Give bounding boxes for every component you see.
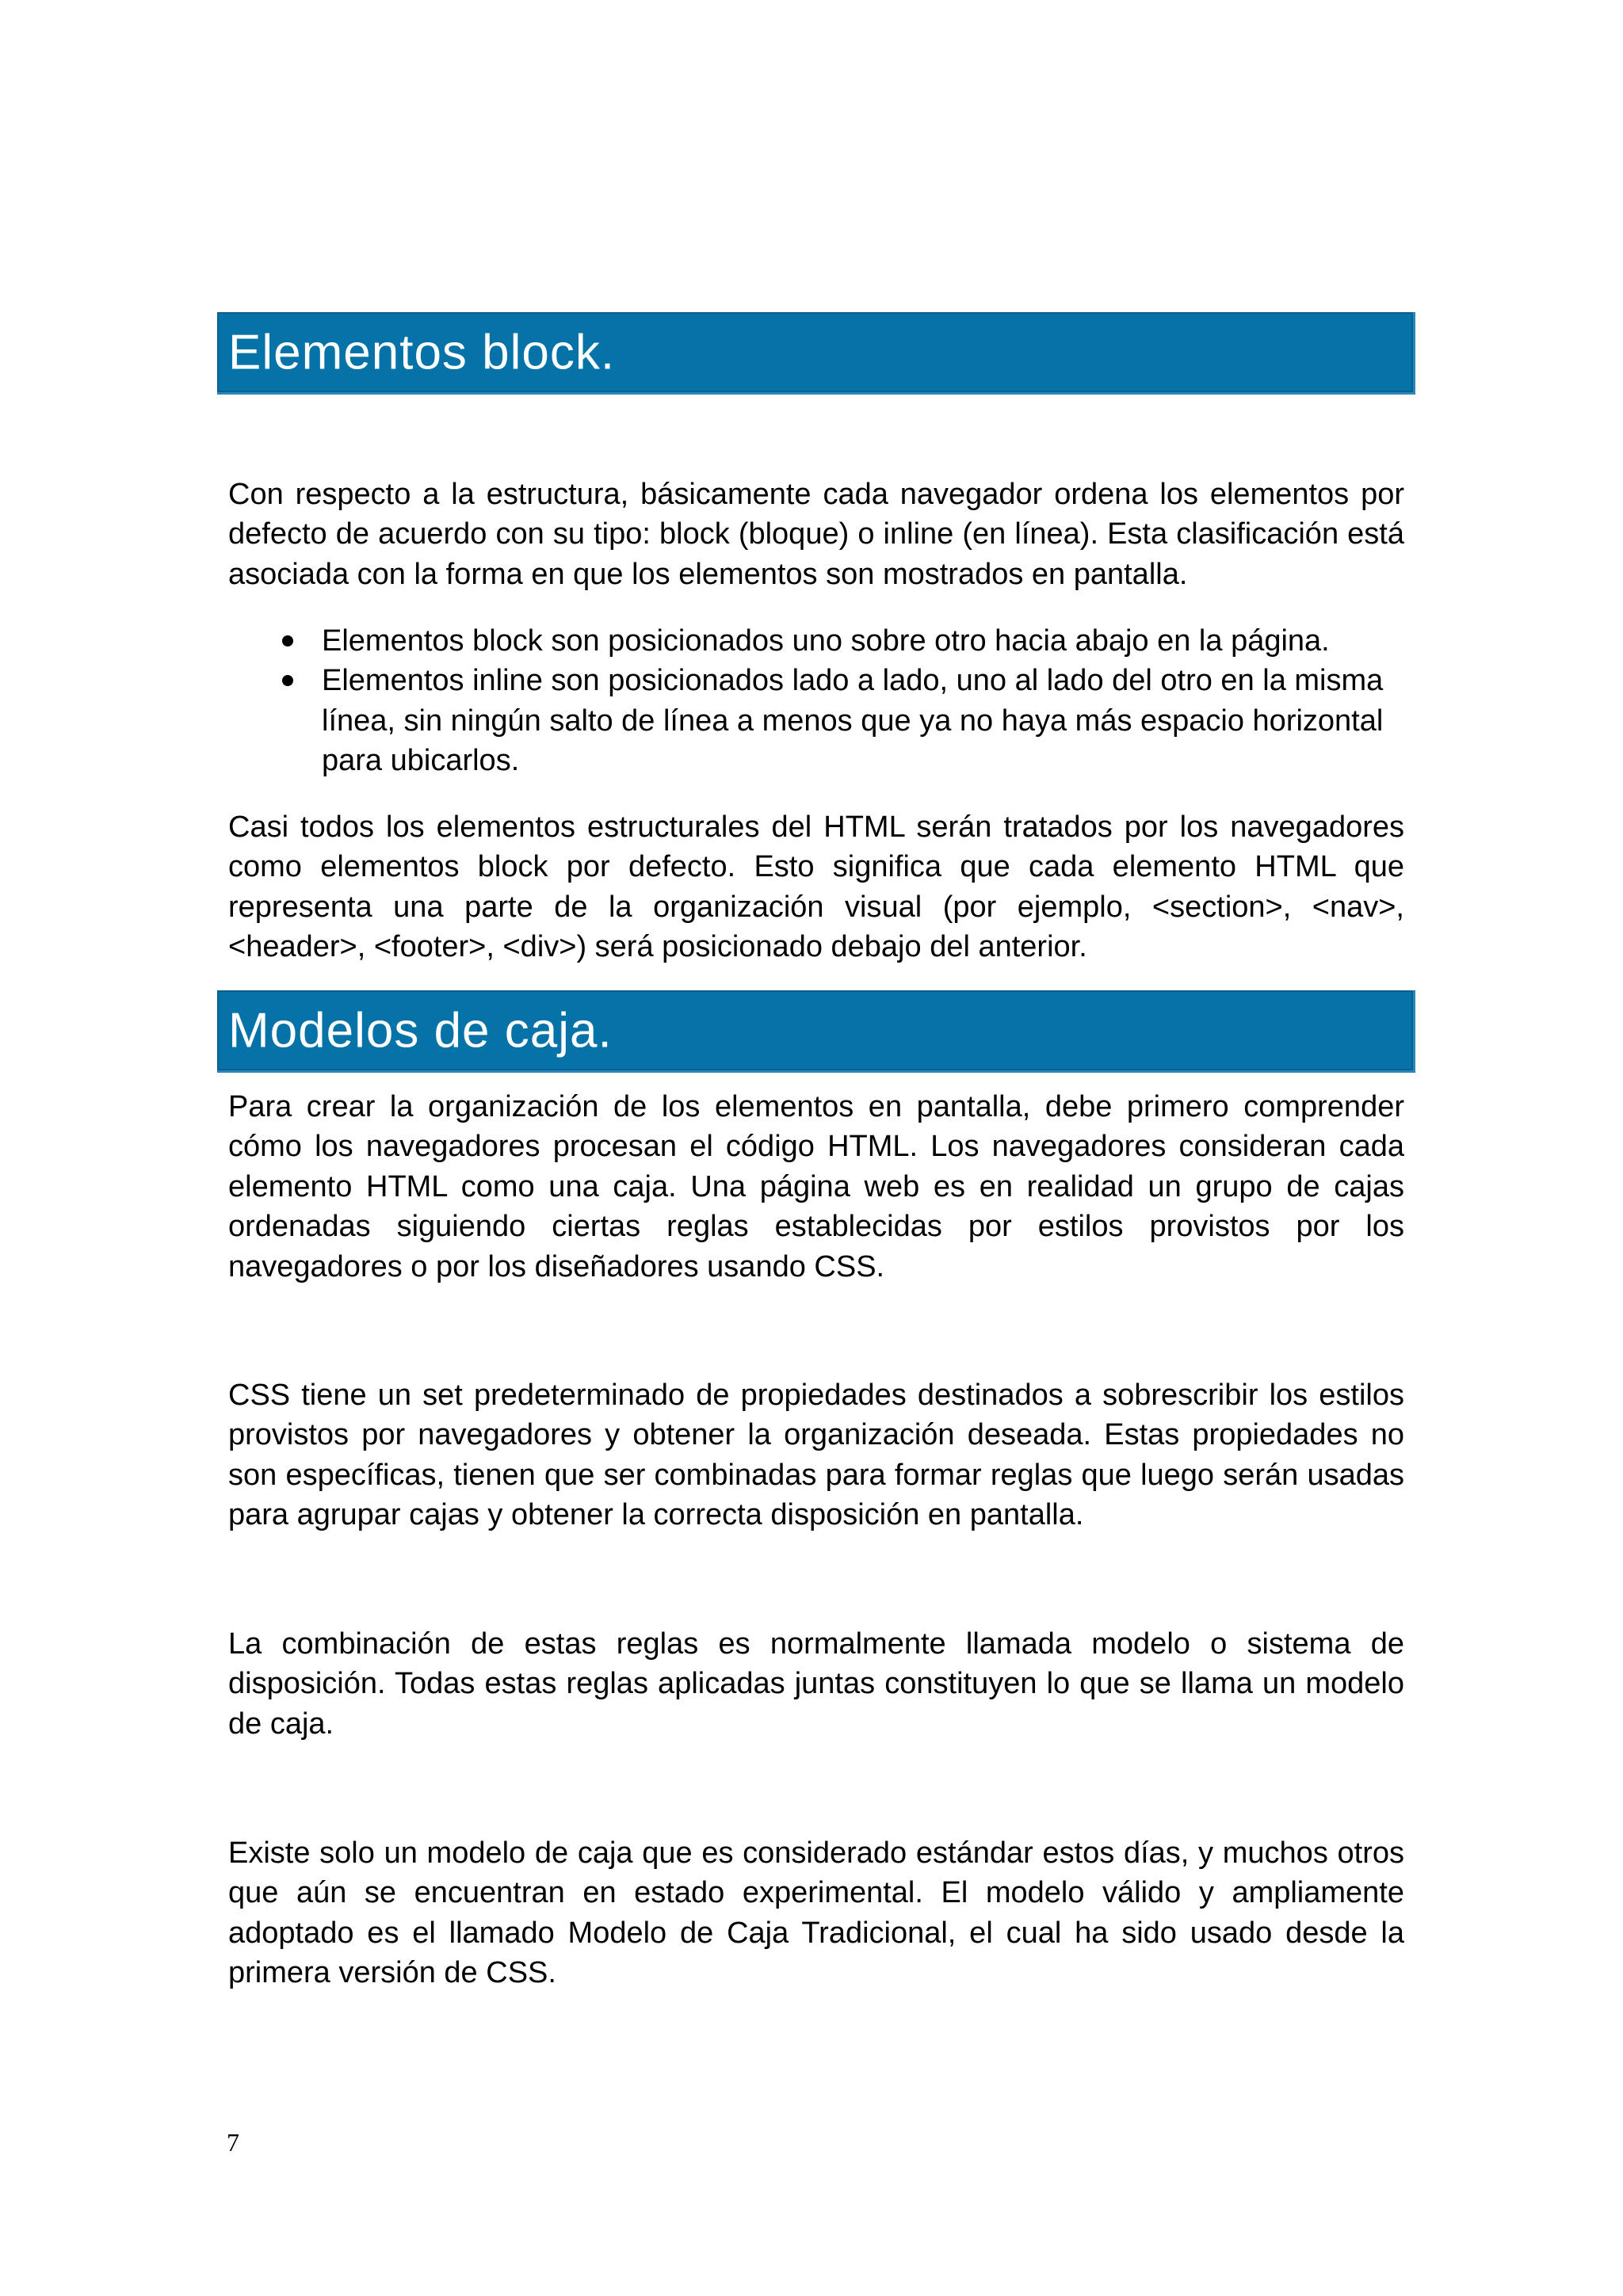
list-item-text: Elementos inline son posicionados lado a lado, uno al lado del otro en la misma línea, sin ningún salto de línea a menos que ya no haya más espacio horizontal para ubicarlos. bbox=[322, 664, 1384, 778]
paragraph: Casi todos los elementos estructurales del HTML serán tratados por los navegadores como elementos block por defecto. Esto significa que cada elemento HTML que representa una parte de la organización visual (por ejemplo, <section>, <nav>, <header>, <footer>, <div>) será posicionado debajo del anterior. bbox=[228, 810, 1404, 964]
list-item bbox=[228, 621, 1404, 661]
bullet-icon bbox=[282, 675, 293, 686]
list-item-text: Elementos block son posicionados uno sobre otro hacia abajo en la página. bbox=[322, 624, 1330, 658]
paragraph: Para crear la organización de los elementos en pantalla, debe primero comprender cómo los navegadores procesan el código HTML. Los navegadores consideran cada elemento HTML como una caja. Una página web es en realidad un grupo de cajas ordenadas siguiendo ciertas reglas establecidas por estilos provistos por los navegadores o por los diseñadores usando CSS. bbox=[228, 1090, 1404, 1283]
section-heading-bar bbox=[217, 312, 1415, 395]
bullet-list bbox=[228, 621, 1404, 781]
paragraph: Con respecto a la estructura, básicamente cada navegador ordena los elementos por defecto de acuerdo con su tipo: block (bloque) o inline (en línea). Esta clasificación está asociada con la forma en que los elementos son mostrados en pantalla. bbox=[228, 478, 1404, 591]
paragraph: CSS tiene un set predeterminado de propiedades destinados a sobrescribir los estilos provistos por navegadores y obtener la organización deseada. Estas propiedades no son específicas, tienen que ser combinadas para formar reglas que luego serán usadas para agrupar cajas y obtener la correcta disposición en pantalla. bbox=[228, 1379, 1404, 1532]
paragraph: Existe solo un modelo de caja que es considerado estándar estos días, y muchos otros que aún se encuentran en estado experimental. El modelo válido y ampliamente adoptado es el llamado Modelo de Caja Tradicional, el cual ha sido usado desde la primera versión de CSS. bbox=[228, 1836, 1404, 1990]
list-item bbox=[228, 661, 1404, 780]
bullet-icon bbox=[282, 635, 293, 646]
section-heading: Modelos de caja. bbox=[228, 1003, 613, 1058]
section-heading-bar bbox=[217, 990, 1415, 1073]
page-number: 7 bbox=[227, 2128, 239, 2157]
section-heading: Elementos block. bbox=[228, 325, 616, 379]
paragraph: La combinación de estas reglas es normalmente llamada modelo o sistema de disposición. Todas estas reglas aplicadas juntas constituyen lo que se llama un modelo de caja. bbox=[228, 1627, 1404, 1741]
